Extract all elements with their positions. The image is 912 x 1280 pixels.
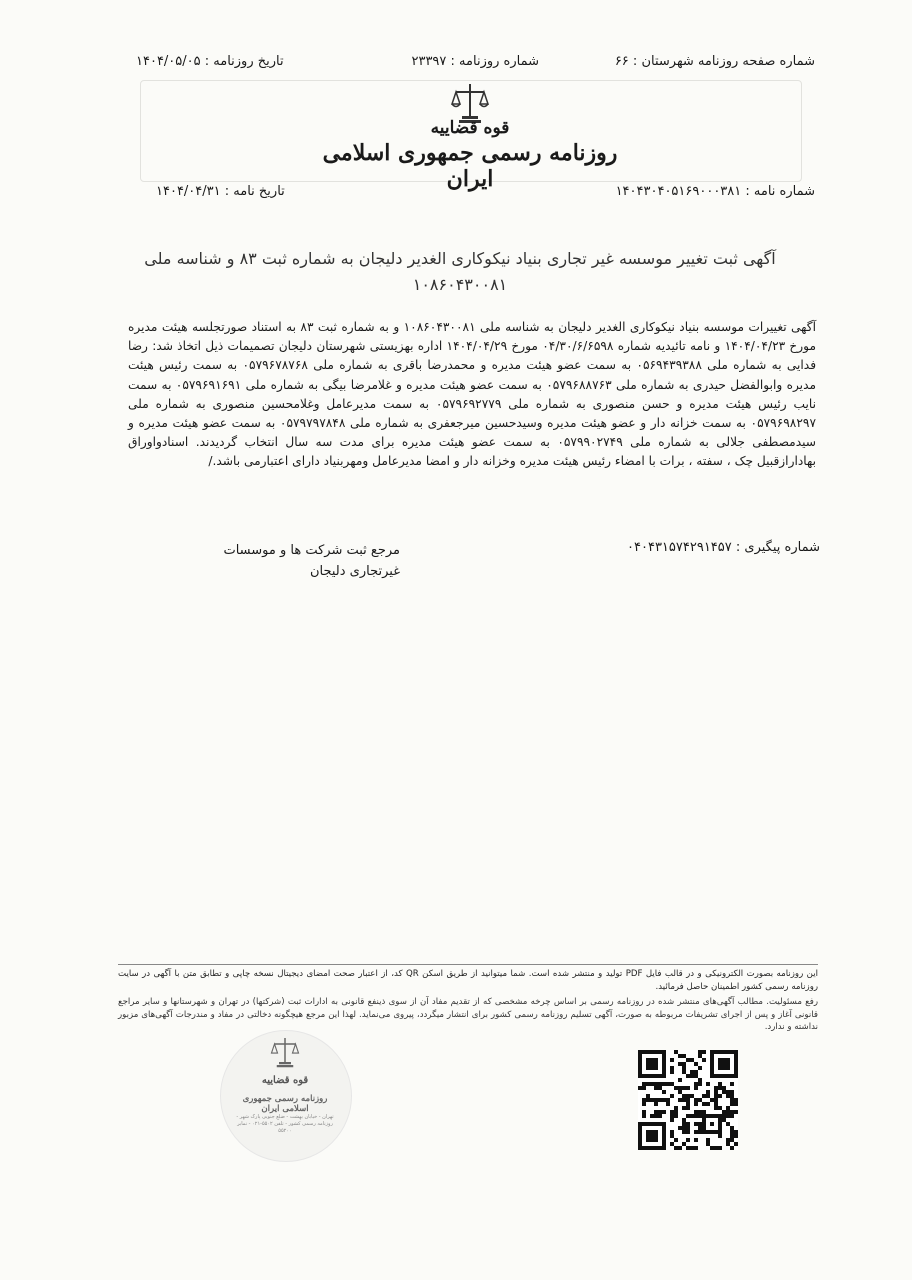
registration-authority-line2: غیرتجاری دلیجان [309,564,400,579]
tracking-number: شماره پیگیری : ۰۴۰۴۳۱۵۷۴۲۹۱۴۵۷ [627,540,820,555]
newspaper-masthead-title: روزنامه رسمی جمهوری اسلامی ایران [322,140,618,192]
registration-authority [160,540,400,582]
qr-code [638,1050,738,1150]
newspaper-meta-bar [130,54,815,78]
judiciary-label: قوه قضاییه [430,118,510,138]
footer-verification-note: این روزنامه بصورت الکترونیکی و در قالب فایل PDF تولید و منتشر شده است. شما میتوانید از طریق اسکن QR کد، از اعتبار صحت امضای دیجیتال نسخه چاپی و تطابق متن با آگهی در سایت روزنامه رسمی کشور اطمینان حاصل فرمائید. [118,969,818,992]
letter-meta-bar [150,184,815,206]
seal-judiciary-label: قوه قضاییه [261,1075,309,1086]
notice-title: آگهی ثبت تغییر موسسه غیر تجاری بنیاد نیکوکاری الغدیر دلیجان به شماره ثبت ۸۳ و شناسه ملی ۱۰۸۶۰۴۳۰۰۸۱ [144,249,776,294]
seal-title: روزنامه رسمی جمهوری اسلامی ایران [242,1094,328,1114]
newspaper-page-number: شماره صفحه روزنامه شهرستان : ۶۶ [614,54,815,69]
newspaper-number: شماره روزنامه : ۲۳۳۹۷ [411,54,539,69]
registration-authority-line1: مرجع ثبت شرکت ها و موسسات [223,543,400,558]
seal-emblem-icon [270,1036,300,1070]
notice-body: آگهی تغییرات موسسه بنیاد نیکوکاری الغدیر دلیجان به شناسه ملی ۱۰۸۶۰۴۳۰۰۸۱ و به شماره ثبت ۸۳ به استناد صورتجلسه هیئت مدیره مورخ ۱۴۰۴/۰۴/۲۳ و نامه تائیدیه شماره ۰۴/۳۰/۶/۶۵۹۸ مورخ ۱۴۰۴/۰۴/۲۹ اداره بهزیستی شهرستان دلیجان تصمیمات ذیل اتخاذ شد: رضا فدایی به شماره ملی ۰۵۶۹۴۳۹۳۸۸ به سمت عضو هیئت مدیره و محمدرضا باقری به شماره ملی ۰۵۷۹۶۷۸۷۶۸ به سمت رئیس هیئت مدیره وابوالفضل حیدری به شماره ملی ۰۵۷۹۶۸۸۷۶۳ به سمت عضو هیئت مدیره و غلامرضا بیگی به شماره ملی ۰۵۷۹۶۹۱۶۹۱ به سمت نایب رئیس هیئت مدیره و حسن منصوری به شماره ملی ۰۵۷۹۶۹۲۷۷۹ به سمت مدیرعامل وغلامحسین منصوری به شماره ملی ۰۵۷۹۶۹۸۲۹۷ به سمت خزانه دار و عضو هیئت مدیره وسیدحسین میرجعفری به شماره ملی ۰۵۷۹۷۹۷۸۴۸ به سمت عضو هیئت مدیره و سیدمصطفی جلالی به شماره ملی ۰۵۷۹۹۰۲۷۴۹ به سمت عضو هیئت مدیره برای مدت سه سال انتخاب گردیدند. اسنادواوراق بهادارازقبیل چک ، سفته ، برات با امضاء رئیس هیئت مدیره وخزانه دار و امضا مدیرعامل ومهربنیاد دارای اعتبارمی باشد./ [128,320,817,469]
letter-date: تاریخ نامه : ۱۴۰۴/۰۴/۳۱ [156,184,285,199]
footer-disclaimer: رفع مسئولیت. مطالب آگهی‌های منتشر شده در روزنامه رسمی بر اساس چرخه مشخصی که از تقدیم مفاد آن از سوی ذینفع قانونی به ادارات ثبت (شرکتها) در تهران و شهرستانها و سایر مراجع قانونی آغاز و پس از اجرای تشریفات مربوطه به صورت، آگهی تسلیم روزنامه رسمی کشور برای انتشار میگردد، پیروی می‌نماید. لهذا این مرجع هیچگونه دخالتی در مفاد و مندرجات آگهی‌های مزبور نداشته و ندارد. [118,997,818,1032]
footer-divider [118,964,818,965]
newspaper-date: تاریخ روزنامه : ۱۴۰۴/۰۵/۰۵ [136,54,284,69]
letter-number: شماره نامه : ۱۴۰۴۳۰۴۰۵۱۶۹۰۰۰۳۸۱ [615,184,815,199]
seal-address: تهران - خیابان بهشت - ضلع جنوبی پارک شهر - روزنامه رسمی کشور - تلفن ۵۵۰۲-۰۲۱ - نمابر ۵۵۲۰۰ [236,1114,334,1134]
